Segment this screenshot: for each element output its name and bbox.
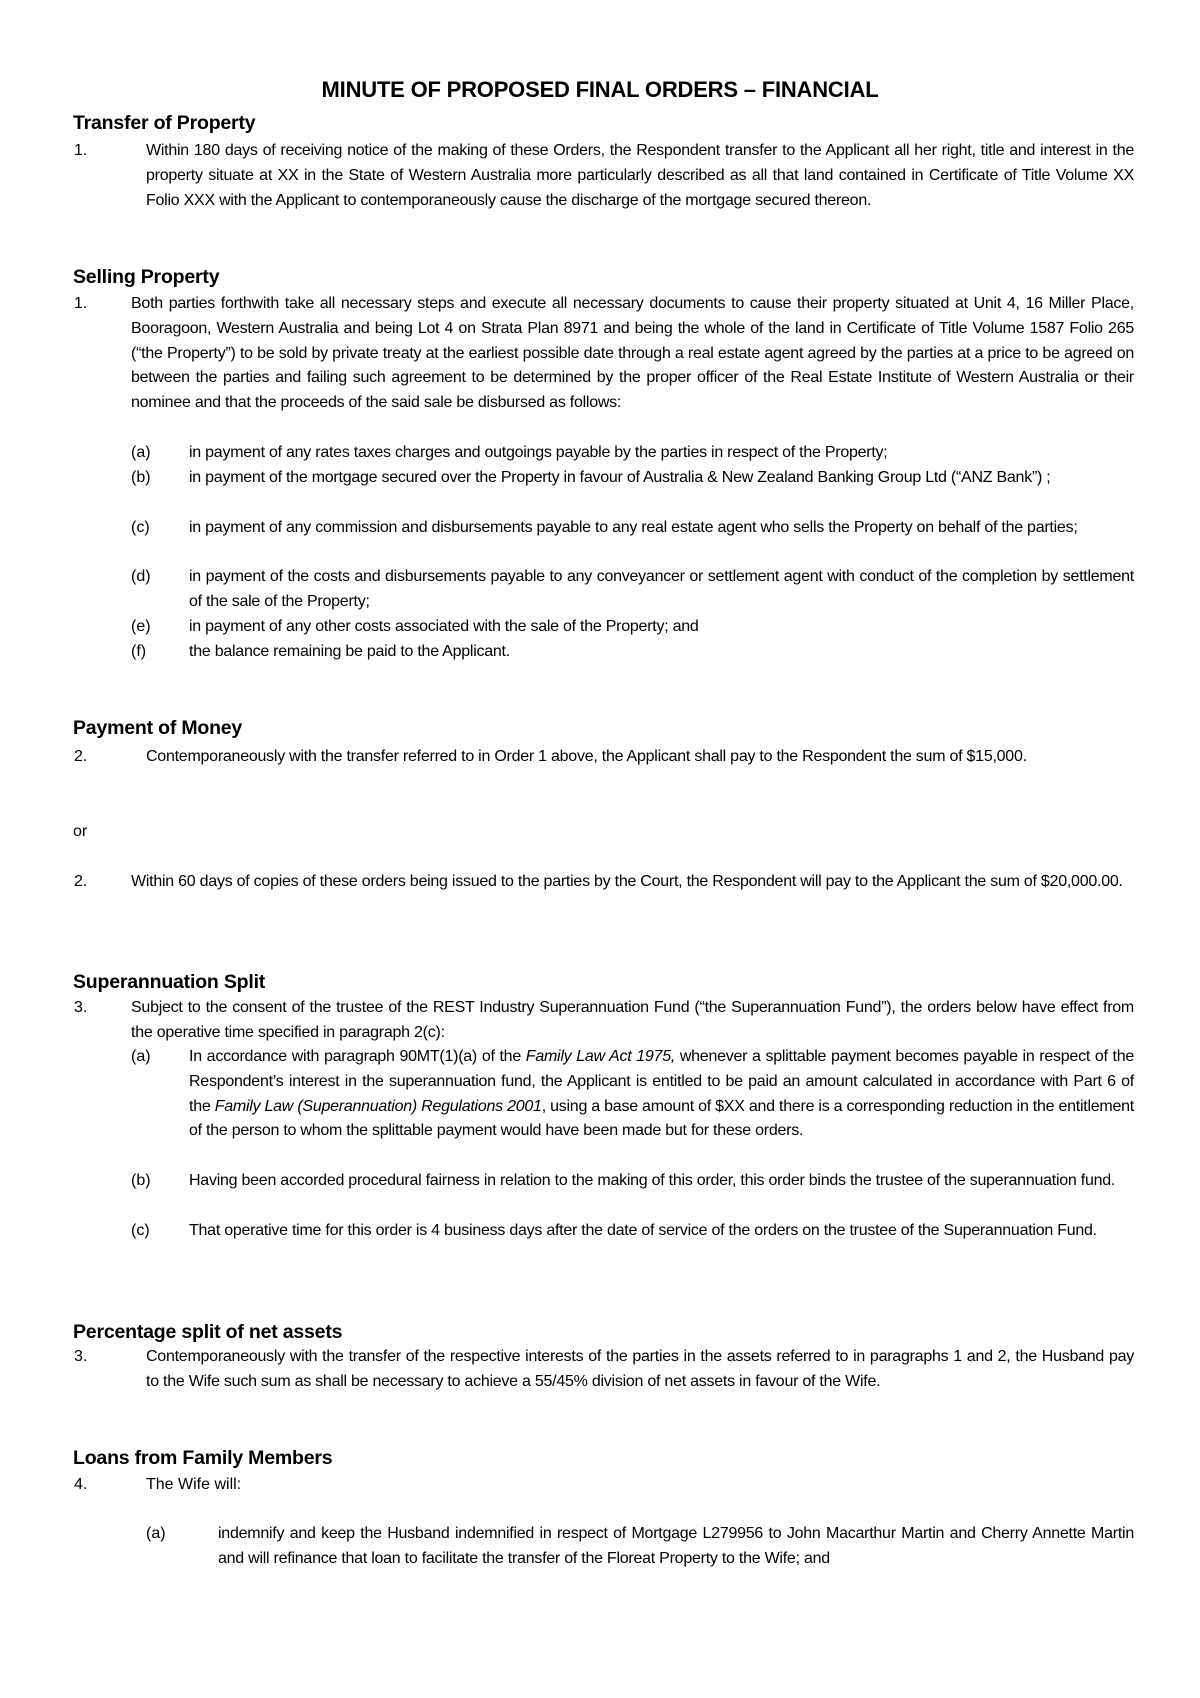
subitem-label: (e) bbox=[131, 618, 151, 635]
selling-item-b: in payment of the mortgage secured over the Property in favour of Australia & New Zealand Banking Group Ltd (“ANZ Bank”) ; bbox=[189, 469, 1051, 486]
loans-order-text: The Wife will: bbox=[146, 1476, 242, 1493]
subitem-label: (a) bbox=[146, 1525, 166, 1542]
heading-percentage-split: Percentage split of net assets bbox=[73, 1321, 343, 1343]
heading-selling-property: Selling Property bbox=[73, 266, 220, 288]
subitem-label: (a) bbox=[131, 444, 151, 461]
act-citation: Family Law Act 1975, bbox=[525, 1048, 676, 1065]
super-item-c: That operative time for this order is 4 business days after the date of service of the orders on the trustee of the Superannuation Fund. bbox=[189, 1222, 1097, 1239]
order-number: 2. bbox=[74, 873, 88, 890]
transfer-order-text: Within 180 days of receiving notice of the making of these Orders, the Respondent transfer to the Applicant all her right, title and interest in the property situate at XX in the State of Western Australia more particularly described as all that land contained in Certificate of Title Volume XX Folio XXX with the Applicant to contemporaneously cause the discharge of the mortgage secured thereon. bbox=[146, 142, 1134, 209]
subitem-label: (a) bbox=[131, 1048, 151, 1065]
heading-superannuation-split: Superannuation Split bbox=[73, 971, 266, 993]
heading-loans-from-family: Loans from Family Members bbox=[73, 1447, 333, 1469]
selling-item-e: in payment of any other costs associated with the sale of the Property; and bbox=[189, 618, 699, 635]
regulation-citation: Family Law (Superannuation) Regulations 2001 bbox=[214, 1097, 542, 1115]
subitem-label: (c) bbox=[131, 1222, 150, 1239]
super-item-a: In accordance with paragraph 90MT(1)(a) of the Family Law Act 1975, whenever a splittable payment becomes payable in respect of the Respondent’s interest in the superannuation fund, the Applicant is entitled to be paid an amount calculated in accordance with Part 6 of the Family Law (Superannuation) Regulations 2001, using a base amount of $XX and there is a corresponding reduction in the entitlement of the person to whom the splittable payment would have been made but for these orders. bbox=[189, 1048, 1135, 1140]
subitem-label: (d) bbox=[131, 568, 151, 585]
selling-order-text: Both parties forthwith take all necessary steps and execute all necessary documents to cause their property situated at Unit 4, 16 Miller Place, Booragoon, Western Australia and being Lot 4 on Strata Plan 8971 and being the whole of the land in Certificate of Title Volume 1587 Folio 265 (“the Property”) to be sold by private treaty at the earliest possible date through a real estate agent agreed by the parties at a price to be agreed on between the parties and failing such agreement to be determined by the proper officer of the Real Estate Institute of Western Australia or their nominee and that the proceeds of the said sale be disbursed as follows: bbox=[131, 295, 1134, 412]
selling-item-f: the balance remaining be paid to the Applicant. bbox=[189, 643, 510, 660]
payment-order-text-2: Within 60 days of copies of these orders being issued to the parties by the Court, the Respondent will pay to the Applicant the sum of $20,000.00. bbox=[131, 873, 1123, 890]
selling-item-c: in payment of any commission and disbursements payable to any real estate agent who sells the Property on behalf of the parties; bbox=[189, 519, 1078, 536]
order-number: 1. bbox=[74, 142, 88, 159]
heading-transfer-of-property: Transfer of Property bbox=[73, 112, 256, 134]
document-title: MINUTE OF PROPOSED FINAL ORDERS – FINANCIAL bbox=[321, 77, 879, 102]
super-order-text: Subject to the consent of the trustee of the REST Industry Superannuation Fund (“the Superannuation Fund”), the orders below have effect from the operative time specified in paragraph 2(c): bbox=[131, 999, 1134, 1041]
payment-order-text-1: Contemporaneously with the transfer referred to in Order 1 above, the Applicant shall pay to the Respondent the sum of $15,000. bbox=[146, 748, 1027, 765]
subitem-label: (f) bbox=[131, 643, 147, 660]
order-number: 3. bbox=[74, 999, 88, 1016]
selling-item-a: in payment of any rates taxes charges and outgoings payable by the parties in respect of the Property; bbox=[189, 444, 888, 461]
or-separator: or bbox=[73, 823, 88, 840]
heading-payment-of-money: Payment of Money bbox=[73, 717, 243, 739]
order-number: 4. bbox=[74, 1476, 88, 1493]
order-number: 1. bbox=[74, 295, 88, 312]
percentage-order-text: Contemporaneously with the transfer of the respective interests of the parties in the assets referred to in paragraphs 1 and 2, the Husband pay to the Wife such sum as shall be necessary to achieve a 55/45% division of net assets in favour of the Wife. bbox=[146, 1348, 1134, 1390]
loans-item-a: indemnify and keep the Husband indemnified in respect of Mortgage L279956 to John Macarthur Martin and Cherry Annette Martin and will refinance that loan to facilitate the transfer of the Floreat Property to the Wife; and bbox=[218, 1525, 1134, 1567]
super-item-b: Having been accorded procedural fairness in relation to the making of this order, this order binds the trustee of the superannuation fund. bbox=[189, 1172, 1116, 1189]
selling-item-d: in payment of the costs and disbursements payable to any conveyancer or settlement agent with conduct of the completion by settlement of the sale of the Property; bbox=[189, 568, 1134, 610]
subitem-label: (b) bbox=[131, 469, 151, 486]
order-number: 3. bbox=[74, 1348, 88, 1365]
subitem-label: (b) bbox=[131, 1172, 151, 1189]
order-number: 2. bbox=[74, 748, 88, 765]
subitem-label: (c) bbox=[131, 519, 150, 536]
